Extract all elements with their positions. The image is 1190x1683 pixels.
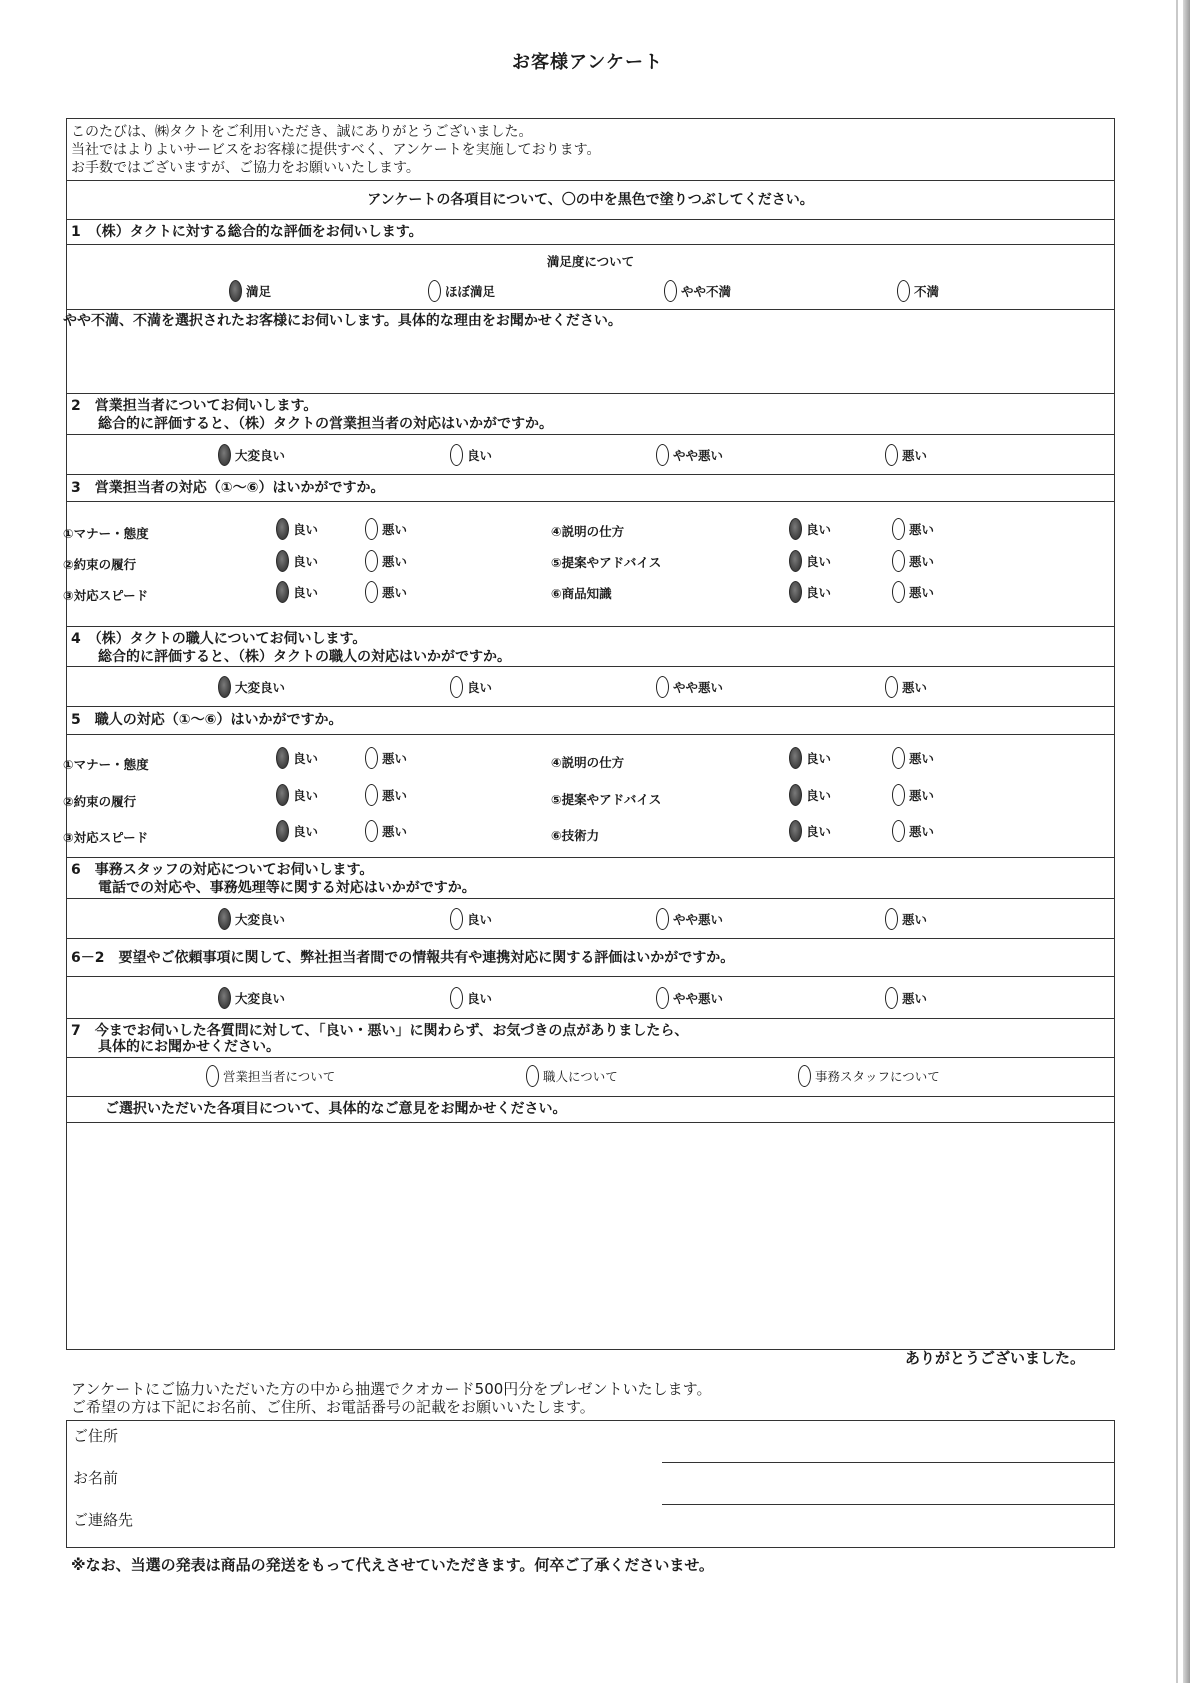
q7-comment-prompt-row [67,1097,1114,1123]
q2-option-good[interactable] [450,444,492,466]
q2-option-somewhat-bad[interactable] [656,444,723,466]
q3-oval[interactable] [789,550,802,572]
q6-2-option-label: 良い [467,991,493,1006]
q3-good-label: 良い [293,522,319,537]
phone-label: ご連絡先 [73,1511,134,1529]
intro-section [67,119,1114,181]
q3-good-label: 良い [293,585,319,600]
q5-promise-good[interactable] [276,784,318,806]
q3-oval[interactable] [789,581,802,603]
q5-oval[interactable] [365,747,378,769]
q7-option-label: 事務スタッフについて [815,1069,940,1084]
q1-option-label: 満足 [246,284,272,299]
q5-good-label: 良い [293,788,319,803]
q3-bad-label: 悪い [382,522,408,537]
q5-good-label: 良い [806,788,832,803]
survey-frame [63,118,1115,1350]
name-row[interactable] [67,1463,1114,1505]
q5-header [67,707,1114,735]
q5-item-promise: ②約束の履行 [63,794,137,809]
q7-option-office-staff[interactable] [798,1065,940,1087]
q4-option-bad[interactable] [885,676,927,698]
q3-bad-label: 悪い [382,554,408,569]
present-notice [71,1380,712,1416]
q6-option-oval[interactable] [218,908,231,930]
q6-2-option-label: 大変良い [235,991,286,1006]
q4-option-label: やや悪い [673,680,724,695]
q5-item-explanation: ④説明の仕方 [551,755,625,770]
q2-options-row [67,435,1114,475]
q3-item-proposal: ⑤提案やアドバイス [551,555,662,570]
q6-2-option-somewhat-bad[interactable] [656,987,723,1009]
q1-option-oval[interactable] [428,280,441,302]
q3-grid [63,502,1114,627]
q6-option-label: 悪い [902,912,928,927]
q3-oval[interactable] [276,518,289,540]
q6-option-label: 大変良い [235,912,286,927]
q5-promise-bad[interactable] [365,784,407,806]
q2-option-oval[interactable] [450,444,463,466]
q6-option-somewhat-bad[interactable] [656,908,723,930]
q5-bad-label: 悪い [909,788,935,803]
q6-2-title: 6－2 要望やご依頼事項に関して、弊社担当者間での情報共有や連携対応に関する評価はいかがですか。 [71,950,735,966]
q1-options-row [67,245,1114,310]
q3-bad-label: 悪い [909,522,935,537]
q1-option-label: やや不満 [681,284,732,299]
q1-followup-text: やや不満、不満を選択されたお客様にお伺いします。具体的な理由をお聞かせください。 [63,313,622,329]
q5-good-label: 良い [806,824,832,839]
q1-option-oval[interactable] [664,280,677,302]
q6-2-option-oval[interactable] [450,987,463,1009]
q5-proposal-good[interactable] [789,784,831,806]
q3-explanation-good[interactable] [789,518,831,540]
q3-oval[interactable] [892,550,905,572]
q6-2-option-very-good[interactable] [218,987,285,1009]
q7-option-oval[interactable] [526,1065,539,1087]
name-label: お名前 [73,1469,119,1487]
q5-good-label: 良い [806,751,832,766]
q1-option-somewhat-dissatisfied[interactable] [664,280,731,302]
q3-oval[interactable] [276,581,289,603]
q1-option-satisfied[interactable] [229,280,271,302]
q3-explanation-bad[interactable] [892,518,934,540]
q4-option-oval[interactable] [450,676,463,698]
q5-manner-bad[interactable] [365,747,407,769]
q2-option-bad[interactable] [885,444,927,466]
q3-good-label: 良い [806,585,832,600]
q6-2-option-label: 悪い [902,991,928,1006]
q5-oval[interactable] [276,820,289,842]
q1-option-dissatisfied[interactable] [897,280,939,302]
q3-manner-good[interactable] [276,518,318,540]
q3-bad-label: 悪い [909,585,935,600]
q3-item-promise: ②約束の履行 [63,557,137,572]
intro-line-3: お手数ではございますが、ご協力をお願いいたします。 [71,160,420,176]
q4-option-oval[interactable] [218,676,231,698]
q4-option-label: 悪い [902,680,928,695]
q6-title-line-1: 6 事務スタッフの対応についてお伺いします。 [71,862,374,878]
q4-title-line-1: 4 （株）タクトの職人についてお伺いします。 [71,631,367,647]
q6-options-row [67,899,1114,939]
q3-good-label: 良い [806,554,832,569]
footnote: ※なお、当選の発表は商品の発送をもって代えさせていただきます。何卒ご了承くださいませ。 [71,1556,714,1574]
q7-option-sales[interactable] [206,1065,335,1087]
q3-oval[interactable] [276,550,289,572]
intro-line-1: このたびは、㈱タクトをご利用いただき、誠にありがとうございました。 [71,124,533,140]
q4-option-good[interactable] [450,676,492,698]
q6-option-good[interactable] [450,908,492,930]
q5-bad-label: 悪い [909,751,935,766]
q1-followup-box[interactable] [63,310,1114,394]
q2-option-label: やや悪い [673,448,724,463]
q4-option-label: 大変良い [235,680,286,695]
q5-oval[interactable] [892,747,905,769]
q3-good-label: 良い [293,554,319,569]
q4-option-oval[interactable] [885,676,898,698]
q3-oval[interactable] [892,581,905,603]
q6-2-header [67,939,1114,977]
q6-option-oval[interactable] [885,908,898,930]
q4-option-oval[interactable] [656,676,669,698]
q4-title-line-2: 総合的に評価すると、（株）タクトの職人の対応はいかがですか。 [98,649,511,665]
q7-option-oval[interactable] [798,1065,811,1087]
q3-item-knowledge: ⑥商品知識 [551,586,612,601]
q5-item-skill: ⑥技術力 [551,828,600,843]
q3-proposal-bad[interactable] [892,550,934,572]
q6-2-option-label: やや悪い [673,991,724,1006]
q3-oval[interactable] [365,550,378,572]
q3-item-explanation: ④説明の仕方 [551,524,625,539]
q5-grid [63,735,1114,858]
q7-option-craftsman[interactable] [526,1065,618,1087]
q6-option-label: やや悪い [673,912,724,927]
q3-item-manner: ①マナー・態度 [63,526,149,541]
q5-oval[interactable] [892,784,905,806]
q3-knowledge-good[interactable] [789,581,831,603]
q7-option-oval[interactable] [206,1065,219,1087]
q7-header [67,1019,1114,1058]
page-title: お客様アンケート [512,52,663,73]
q3-speed-bad[interactable] [365,581,407,603]
q2-title-line-2: 総合的に評価すると、（株）タクトの営業担当者の対応はいかがですか。 [98,416,553,432]
q7-comment-box[interactable] [67,1123,1114,1349]
q3-speed-good[interactable] [276,581,318,603]
q3-header [67,475,1114,502]
q5-speed-good[interactable] [276,820,318,842]
q7-option-label: 職人について [543,1069,618,1084]
q6-option-label: 良い [467,912,493,927]
q1-option-label: ほぼ満足 [445,284,496,299]
q5-oval[interactable] [789,747,802,769]
address-label: ご住所 [73,1427,119,1445]
present-line-2: ご希望の方は下記にお名前、ご住所、お電話番号の記載をお願いいたします。 [71,1398,595,1416]
q5-skill-bad[interactable] [892,820,934,842]
q6-2-option-bad[interactable] [885,987,927,1009]
q5-explanation-good[interactable] [789,747,831,769]
q5-item-proposal: ⑤提案やアドバイス [551,792,662,807]
q6-2-options-row [67,977,1114,1019]
q5-bad-label: 悪い [382,788,408,803]
q2-title-line-1: 2 営業担当者についてお伺いします。 [71,398,318,414]
q3-good-label: 良い [806,522,832,537]
q3-knowledge-bad[interactable] [892,581,934,603]
q5-speed-bad[interactable] [365,820,407,842]
q2-option-label: 悪い [902,448,928,463]
q7-title-line-1: 7 今までお伺いした各質問に対して、「良い・悪い」に関わらず、お気づきの点がありましたら、 [71,1023,689,1039]
contact-form [66,1420,1115,1548]
instruction-row [67,181,1114,220]
q7-options-row [67,1058,1114,1097]
q1-option-oval[interactable] [229,280,242,302]
q6-option-bad[interactable] [885,908,927,930]
q1-title: 1 （株）タクトに対する総合的な評価をお伺いします。 [71,224,423,240]
q4-option-very-good[interactable] [218,676,285,698]
q6-2-option-good[interactable] [450,987,492,1009]
q6-option-oval[interactable] [450,908,463,930]
q3-oval[interactable] [789,518,802,540]
q6-title-line-2: 電話での対応や、事務処理等に関する対応はいかがですか。 [98,880,476,896]
q1-option-label: 不満 [914,284,940,299]
q2-option-oval[interactable] [656,444,669,466]
q4-header [67,627,1114,667]
q6-header [67,858,1114,899]
q1-option-oval[interactable] [897,280,910,302]
q2-option-very-good[interactable] [218,444,285,466]
q4-option-label: 良い [467,680,493,695]
q7-title-line-2: 具体的にお聞かせください。 [98,1039,280,1055]
q5-title: 5 職人の対応（①～⑥）はいかがですか。 [71,712,343,728]
address-row[interactable] [67,1421,1114,1463]
q5-bad-label: 悪い [382,751,408,766]
q2-option-oval[interactable] [218,444,231,466]
q3-bad-label: 悪い [909,554,935,569]
phone-row[interactable] [67,1505,1114,1547]
intro-line-2: 当社ではよりよいサービスをお客様に提供すべく、アンケートを実施しております。 [71,142,601,158]
q5-oval[interactable] [365,820,378,842]
q6-2-option-oval[interactable] [218,987,231,1009]
q5-bad-label: 悪い [909,824,935,839]
q5-oval[interactable] [789,784,802,806]
q6-option-oval[interactable] [656,908,669,930]
q5-good-label: 良い [293,824,319,839]
q5-skill-good[interactable] [789,820,831,842]
q3-oval[interactable] [365,581,378,603]
q3-oval[interactable] [365,518,378,540]
q5-proposal-bad[interactable] [892,784,934,806]
q4-options-row [67,667,1114,707]
q2-option-label: 良い [467,448,493,463]
q5-item-manner: ①マナー・態度 [63,757,149,772]
q1-subtitle: 満足度について [546,254,635,269]
q7-comment-prompt: ご選択いただいた各項目について、具体的なご意見をお聞かせください。 [105,1101,567,1117]
q5-oval[interactable] [892,820,905,842]
thanks-message: ありがとうございました。 [905,1349,1086,1367]
q5-explanation-bad[interactable] [892,747,934,769]
q2-option-label: 大変良い [235,448,286,463]
q3-proposal-good[interactable] [789,550,831,572]
page-edge-line [1176,0,1178,1683]
q5-oval[interactable] [789,820,802,842]
q3-title: 3 営業担当者の対応（①～⑥）はいかがですか。 [71,480,385,496]
q5-oval[interactable] [276,747,289,769]
q6-2-option-oval[interactable] [885,987,898,1009]
q5-item-speed: ③対応スピード [63,830,149,845]
q3-item-speed: ③対応スピード [63,588,149,603]
q3-bad-label: 悪い [382,585,408,600]
q2-header [67,394,1114,435]
q5-oval[interactable] [365,784,378,806]
q2-option-oval[interactable] [885,444,898,466]
q4-option-somewhat-bad[interactable] [656,676,723,698]
q6-option-very-good[interactable] [218,908,285,930]
instruction-text: アンケートの各項目について、〇の中を黒色で塗りつぶしてください。 [367,192,814,208]
page-edge-shadow [1183,0,1190,1683]
q7-option-label: 営業担当者について [223,1069,336,1084]
q5-oval[interactable] [276,784,289,806]
q3-manner-bad[interactable] [365,518,407,540]
q6-2-option-oval[interactable] [656,987,669,1009]
q3-oval[interactable] [892,518,905,540]
present-line-1: アンケートにご協力いただいた方の中から抽選でクオカード500円分をプレゼントいたします。 [71,1380,712,1398]
q1-option-mostly-satisfied[interactable] [428,280,495,302]
q1-header [67,220,1114,245]
q5-good-label: 良い [293,751,319,766]
q3-promise-good[interactable] [276,550,318,572]
q3-promise-bad[interactable] [365,550,407,572]
q5-bad-label: 悪い [382,824,408,839]
q5-manner-good[interactable] [276,747,318,769]
